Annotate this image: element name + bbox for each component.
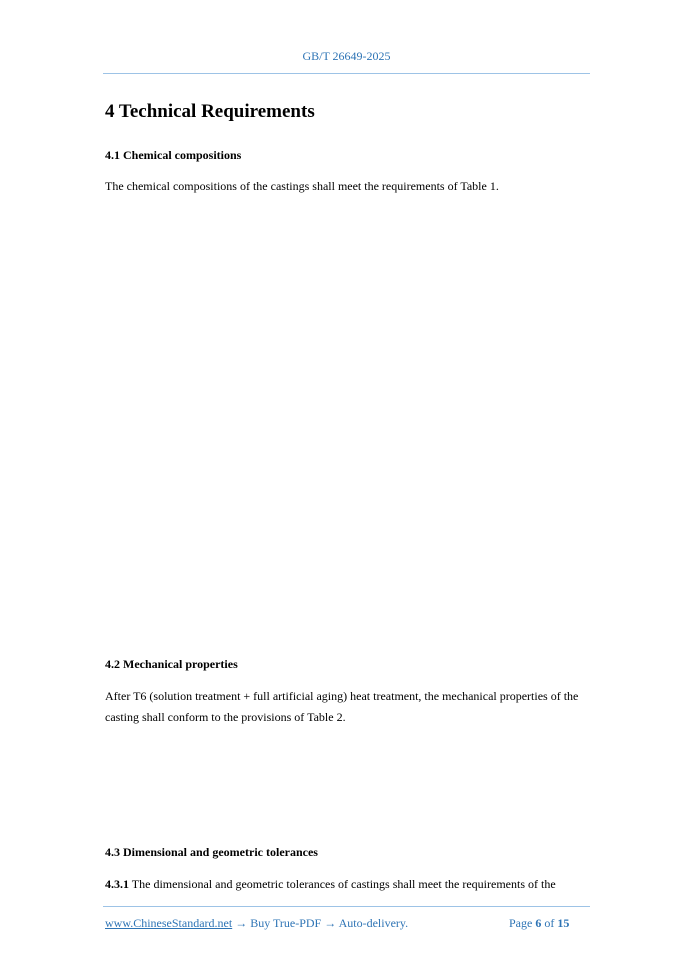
page-number <box>509 916 569 931</box>
subsection-heading-4-3: 4.3 Dimensional and geometric tolerances <box>105 845 318 859</box>
page-total: 15 <box>557 916 570 930</box>
clause-text: The dimensional and geometric tolerances of castings shall meet the requirements of the <box>131 877 556 891</box>
arrow-right-icon: → <box>235 916 248 930</box>
footer-promo <box>105 916 408 931</box>
site-link[interactable]: www.ChineseStandard.net <box>105 916 233 930</box>
subsection-heading-4-1: 4.1 Chemical compositions <box>105 148 242 162</box>
paragraph-4-2: After T6 (solution treatment + full artificial aging) heat treatment, the mechanical properties of the casting shall conform to the provisions of Table 2. <box>105 689 579 724</box>
header-divider <box>103 73 590 74</box>
subsection-heading-4-2: 4.2 Mechanical properties <box>105 657 238 671</box>
page-current: 6 <box>535 916 542 930</box>
paragraph-4-3-1 <box>105 874 592 895</box>
section-title: 4 Technical Requirements <box>105 101 315 122</box>
footer-divider <box>103 906 590 907</box>
arrow-right-icon: → <box>324 916 337 930</box>
running-header: GB/T 26649-2025 <box>302 49 391 63</box>
page-label: Page <box>509 916 533 930</box>
buy-pdf-text: Buy True-PDF <box>250 916 322 930</box>
delivery-text: Auto-delivery. <box>338 916 409 930</box>
clause-number: 4.3.1 <box>105 877 129 891</box>
page-of: of <box>544 916 555 930</box>
paragraph-4-1: The chemical compositions of the castings shall meet the requirements of Table 1. <box>105 179 499 193</box>
